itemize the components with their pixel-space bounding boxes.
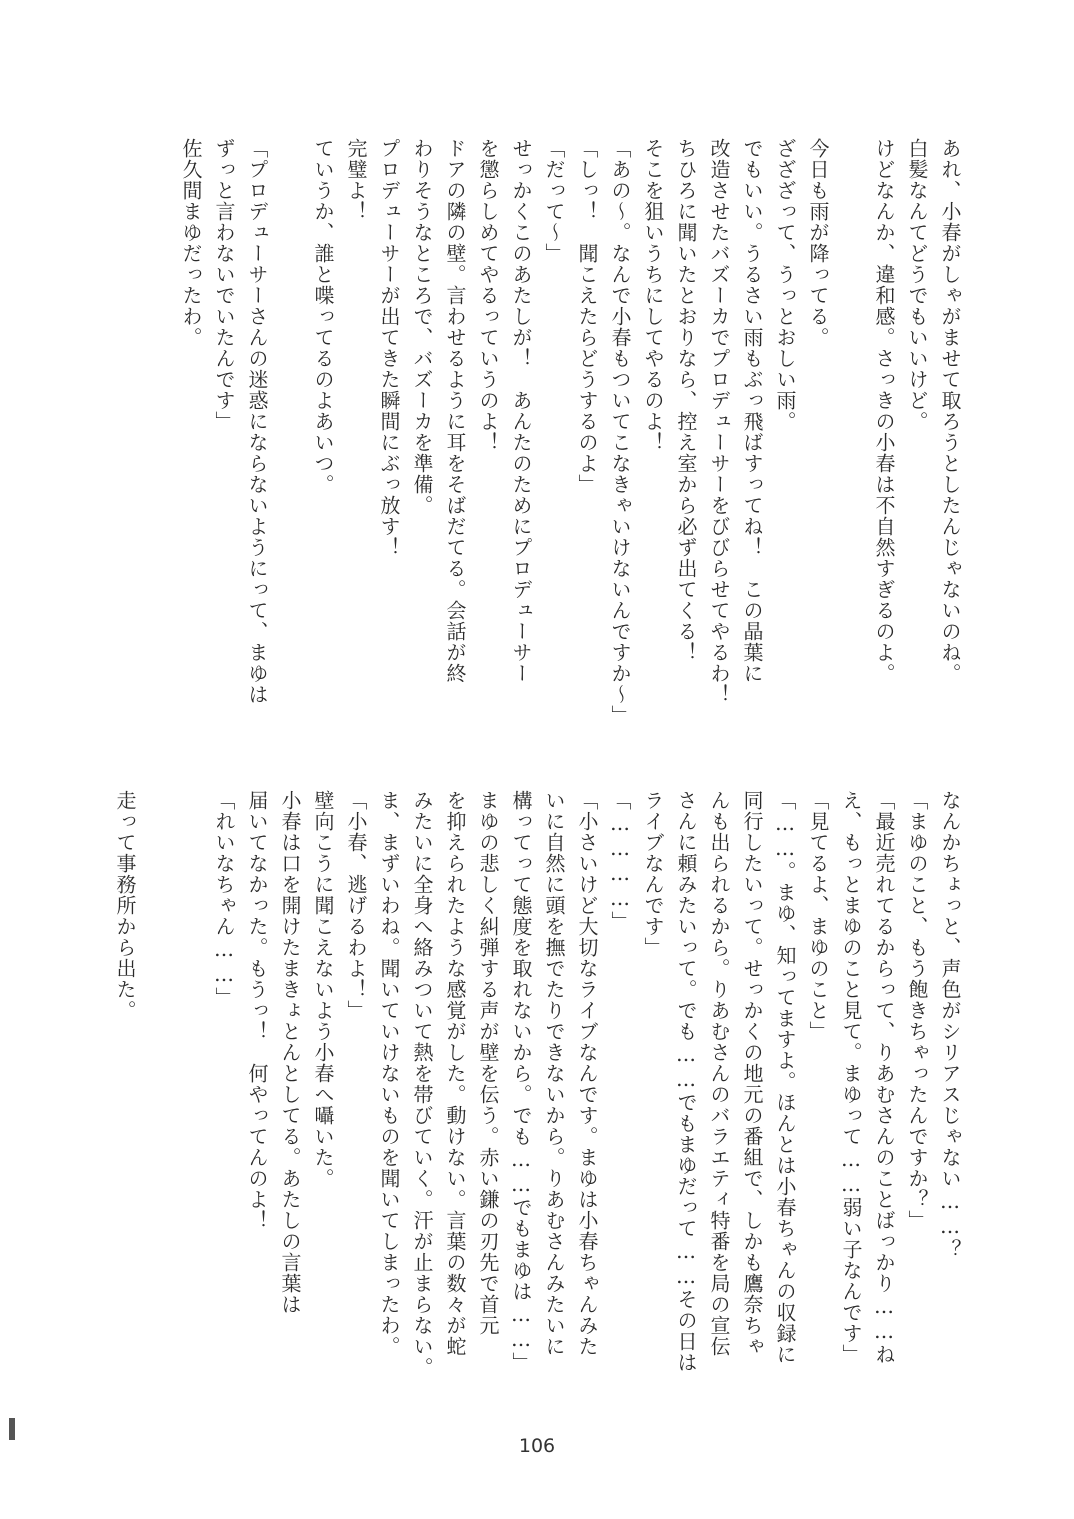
text-line: ていうか、誰と喋ってるのよあいつ。 [311, 138, 335, 495]
text-line: ドアの隣の壁。言わせるように耳をそばだてる。会話が終 [443, 138, 467, 684]
text-line: え、もっとまゆのこと見て。まゆって……弱い子なんです」 [839, 790, 863, 1365]
text-line: 「しっ！ 聞こえたらどうするのよ」 [575, 138, 599, 495]
text-line: さんに頼みたいって。でも……でもまゆだって……その日は [674, 790, 698, 1373]
text-line: まゆの悲しく糾弾する声が壁を伝う。赤い鎌の刃先で首元 [476, 790, 500, 1336]
text-line: 「あの〜。なんで小春もついてこなきゃいけないんですか〜」 [608, 138, 632, 726]
text-line: 「……。まゆ、知ってますよ。ほんとは小春ちゃんの収録に [773, 790, 797, 1365]
text-line: あれ、小春がしゃがませて取ろうとしたんじゃないのね。 [938, 138, 962, 684]
text-line [273, 138, 306, 738]
text-line: でもいい。うるさい雨もぶっ飛ばすってね！ この晶葉に [740, 138, 764, 684]
text-line: を懲らしめてやるっていうのよ！ [476, 138, 500, 453]
text-line: わりそうなところで、バズーカを準備。 [410, 138, 434, 516]
text-line: 白髪なんてどうでもいいけど。 [905, 138, 929, 432]
text-line: 「プロデューサーさんの迷惑にならないようにって、まゆは [245, 138, 269, 705]
text-line: 「…………」 [608, 790, 632, 932]
text-line: 届いてなかった。もうっ！ 何やってんのよ！ [245, 790, 269, 1231]
text-line: プロデューサーが出てきた瞬間にぶっ放す！ [377, 138, 401, 558]
text-line: 「見てるよ、まゆのこと」 [806, 790, 830, 1042]
text-line: 小春は口を開けたまきょとんとしてる。あたしの言葉は [278, 790, 302, 1315]
text-line: んも出られるから。りあむさんのバラエティ特番を局の宣伝 [707, 790, 731, 1357]
margin-mark [9, 1418, 15, 1440]
text-line: ざざざって、うっとおしい雨。 [773, 138, 797, 432]
text-block-top [174, 138, 966, 738]
text-line: 「最近売れてるからって、りあむさんのことばっかり……ね [872, 790, 896, 1365]
text-line: 「まゆのこと、もう飽きちゃったんですか？」 [905, 790, 929, 1231]
text-line: 「れいなちゃん……」 [212, 790, 236, 1008]
text-line: 走って事務所から出た。 [113, 790, 137, 1021]
text-line: 壁向こうに聞こえないよう小春へ囁いた。 [311, 790, 335, 1189]
text-line: 完璧よ！ [344, 138, 368, 222]
text-line: ま、まずいわね。聞いていけないものを聞いてしまったわ。 [377, 790, 401, 1357]
text-line: 「小春、逃げるわよ！」 [344, 790, 368, 1021]
text-line: 「だって〜」 [542, 138, 566, 264]
text-line: みたいに全身へ絡みついて熱を帯びていく。汗が止まらない。 [410, 790, 434, 1378]
text-line: ずっと言わないでいたんです」 [212, 138, 236, 432]
page-number: 106 [518, 1435, 556, 1457]
text-block-bottom [108, 790, 966, 1378]
text-line: 同行したいって。せっかくの地元の番組で、しかも鷹奈ちゃ [740, 790, 764, 1357]
text-line: ちひろに聞いたとおりなら、控え室から必ず出てくる！ [674, 138, 698, 663]
text-line: なんかちょっと、声色がシリアスじゃない……？ [938, 790, 962, 1260]
text-line: いに自然に頭を撫でたりできないから。りあむさんみたいに [542, 790, 566, 1357]
text-line: 今日も雨が降ってる。 [806, 138, 830, 348]
text-line: せっかくこのあたしが！ あんたのためにプロデューサー [509, 138, 533, 684]
text-line: 改造させたバズーカでプロデューサーをびびらせてやるわ！ [707, 138, 731, 705]
text-line: 「小さいけど大切なライブなんです。まゆは小春ちゃんみた [575, 790, 599, 1357]
text-line: 佐久間まゆだったわ。 [179, 138, 203, 348]
text-line [834, 138, 867, 738]
text-line: を抑えられたような感覚がした。動けない。言葉の数々が蛇 [443, 790, 467, 1357]
text-line: そこを狙いうちにしてやるのよ！ [641, 138, 665, 453]
text-line [174, 790, 207, 1370]
text-line [141, 790, 174, 1370]
text-line: けどなんか、違和感。さっきの小春は不自然すぎるのよ。 [872, 138, 896, 684]
text-line: 構ってって態度を取れないから。でも……でもまゆは……」 [509, 790, 533, 1373]
text-line: ライブなんです」 [641, 790, 665, 958]
